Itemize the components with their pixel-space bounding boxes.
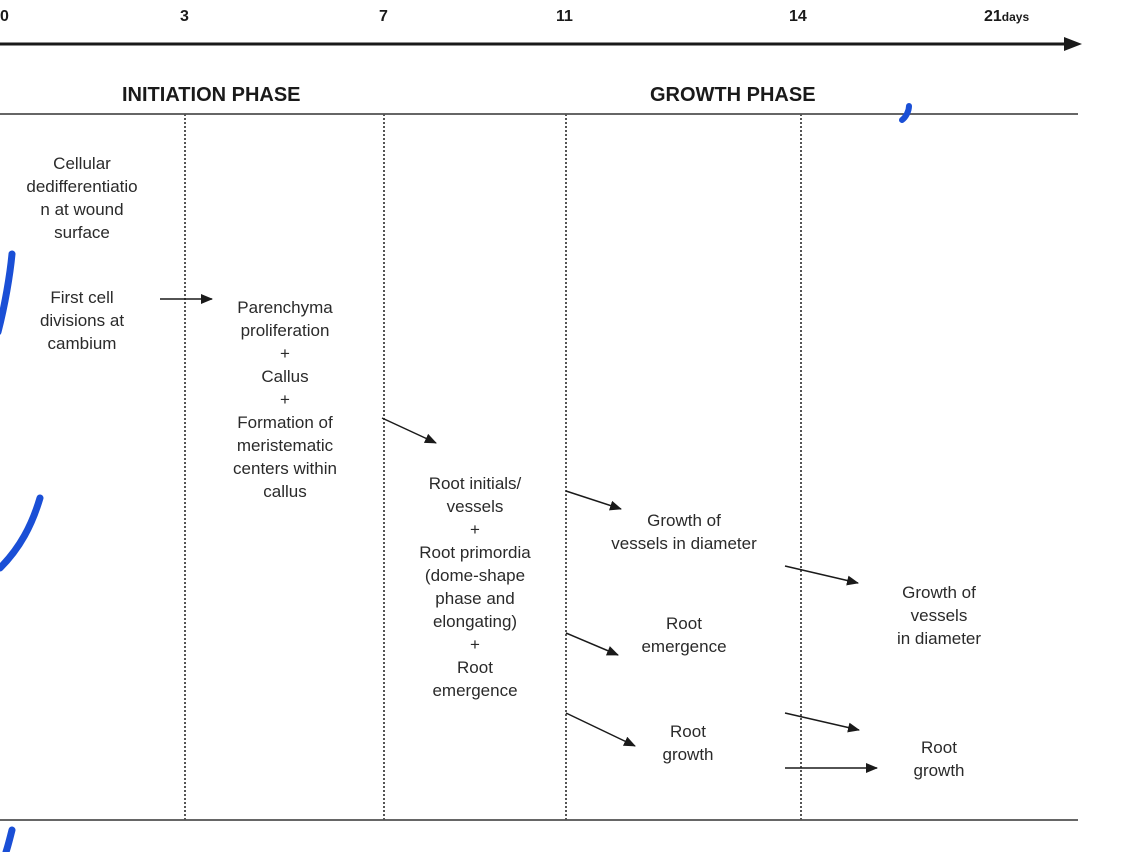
col3-root-initials-text: Root initials/ vessels + Root primordia (dome-shape phase and elongating) + Root emergence xyxy=(419,474,531,700)
arrow-to-root-growth xyxy=(566,713,635,746)
tick-3: 3 xyxy=(180,8,189,25)
tick-7: 7 xyxy=(379,8,388,25)
arrow-to-late-vessel-growth xyxy=(785,566,858,583)
growth-phase-header: GROWTH PHASE xyxy=(650,84,816,106)
col2-parenchyma-callus-text: Parenchyma proliferation + Callus + Formation of meristematic centers within callus xyxy=(233,298,337,501)
tick-11: 11 xyxy=(556,8,573,25)
arrow-to-vessel-growth xyxy=(566,491,621,509)
col4-vessel-growth-text: Growth of vessels in diameter xyxy=(611,511,757,553)
tick-0: 0 xyxy=(0,8,9,25)
annotation-mark-2 xyxy=(0,498,40,568)
tick-unit: days xyxy=(1001,10,1030,24)
col4-root-growth-text: Root growth xyxy=(662,722,714,764)
col5-root-growth-text: Root growth xyxy=(913,738,965,780)
tick-21: 21days xyxy=(984,8,1030,25)
time-axis-arrowhead xyxy=(1064,37,1082,51)
annotation-mark-4 xyxy=(902,106,909,120)
arrow-to-late-root-growth-a xyxy=(785,713,859,730)
col5-vessel-growth-text: Growth of vessels in diameter xyxy=(896,583,982,648)
col1-cell-divisions-text: First cell divisions at cambium xyxy=(39,288,125,353)
arrow-to-root-emergence xyxy=(566,633,618,655)
tick-14: 14 xyxy=(789,8,807,25)
col1-dedifferentiation-text: Cellular dedifferentiatio n at wound surface xyxy=(26,154,138,242)
arrow-callus-to-root-initials xyxy=(382,418,436,443)
col4-root-emergence-text: Root emergence xyxy=(641,614,727,656)
initiation-phase-header: INITIATION PHASE xyxy=(122,84,301,106)
annotation-mark-1 xyxy=(0,254,12,332)
annotation-mark-3 xyxy=(6,830,12,852)
